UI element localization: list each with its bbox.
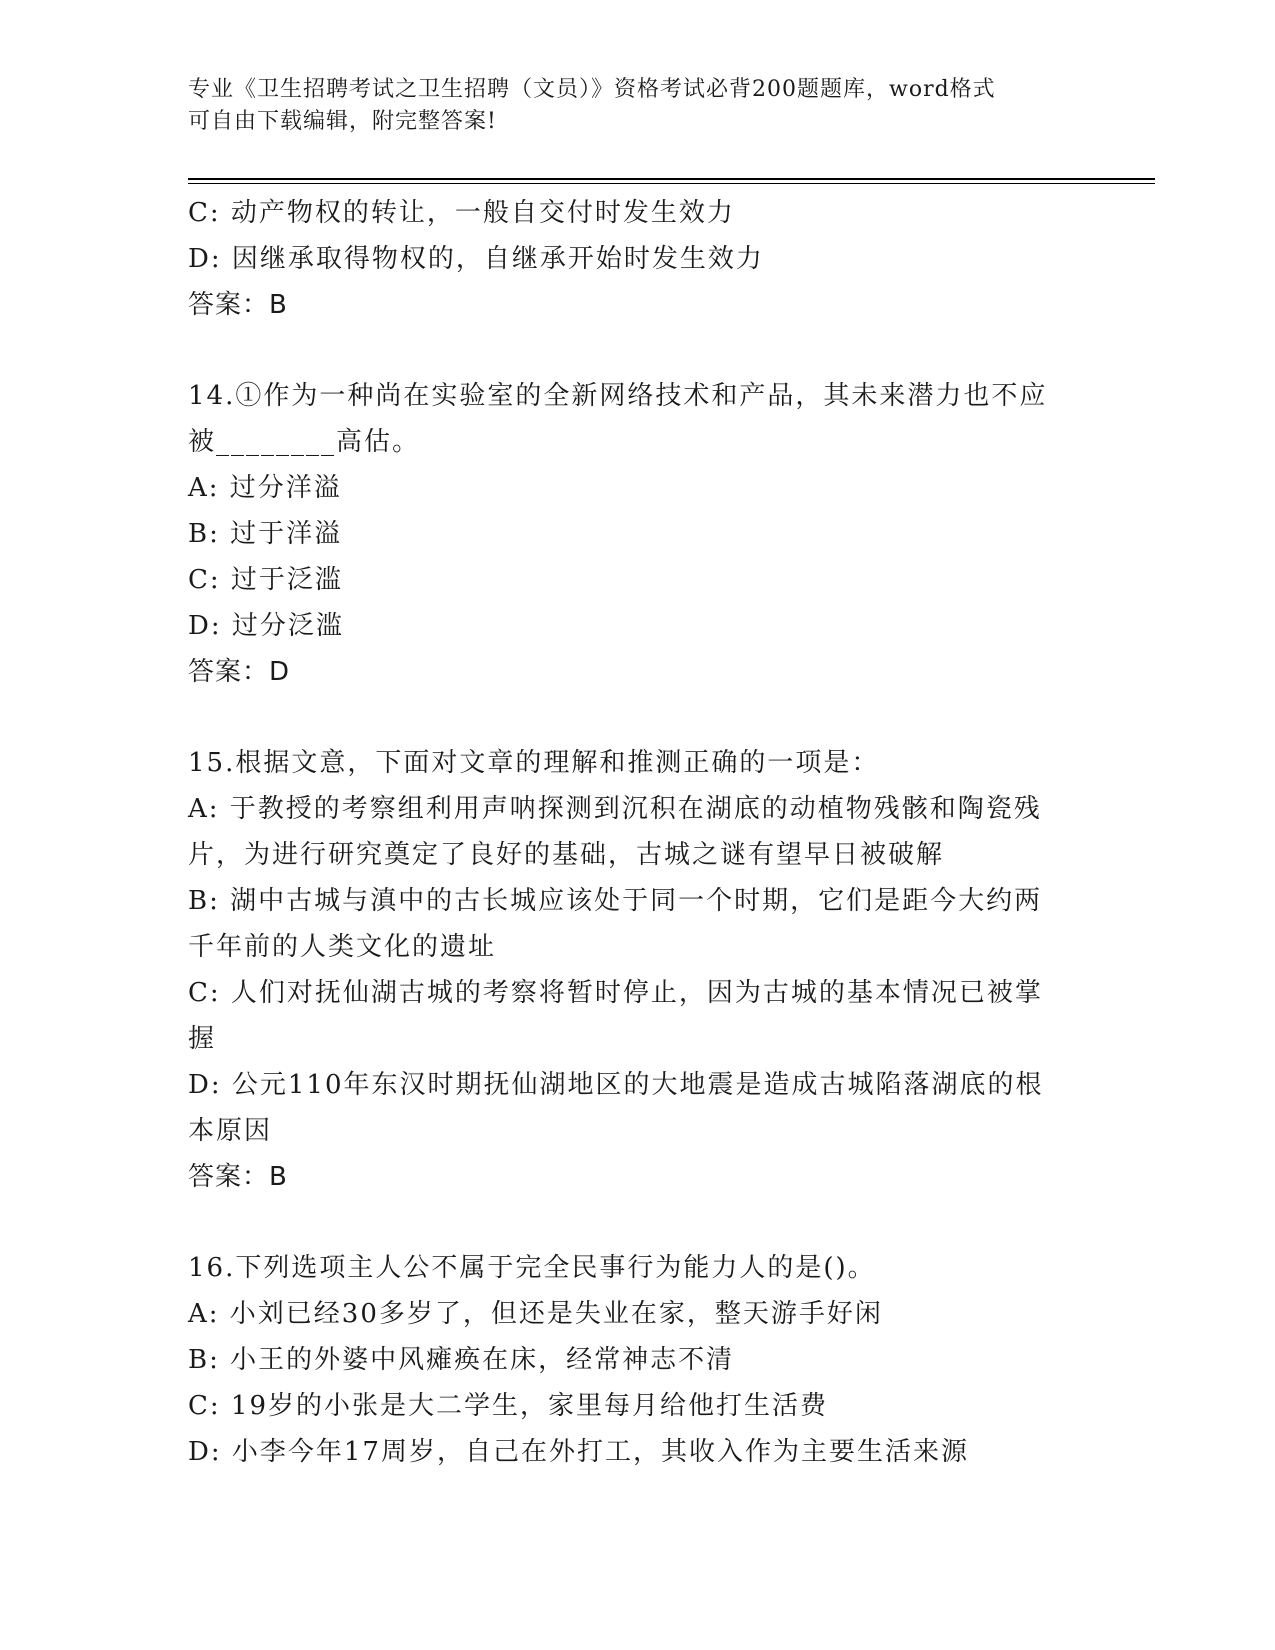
option-d: D: 因继承取得物权的，自继承开始时发生效力 <box>188 244 764 274</box>
question-stem: 16.下列选项主人公不属于完全民事行为能力人的是()。 <box>188 1253 876 1283</box>
option-a: A: 于教授的考察组利用声呐探测到沉积在湖底的动植物残骸和陶瓷残 <box>188 794 1042 824</box>
option-c-cont: 握 <box>188 1024 217 1054</box>
answer: 答案：D <box>188 657 291 687</box>
question-stem: 14.①作为一种尚在实验室的全新网络技术和产品，其未来潜力也不应 <box>188 381 1048 411</box>
header-title-line-2: 可自由下载编辑，附完整答案! <box>188 109 497 134</box>
option-b: B: 湖中古城与滇中的古长城应该处于同一个时期，它们是距今大约两 <box>188 886 1043 916</box>
option-b: B: 小王的外婆中风瘫痪在床，经常神志不清 <box>188 1345 735 1375</box>
question-15 <box>188 740 1088 1200</box>
option-b-cont: 千年前的人类文化的遗址 <box>188 932 497 962</box>
answer: 答案：B <box>188 1162 288 1192</box>
question-16 <box>188 1245 1088 1475</box>
option-d: D: 过分泛滥 <box>188 611 344 641</box>
answer: 答案：B <box>188 290 288 320</box>
option-a: A: 小刘已经30多岁了，但还是失业在家，整天游手好闲 <box>188 1299 883 1329</box>
option-d: D: 公元110年东汉时期抚仙湖地区的大地震是造成古城陷落湖底的根 <box>188 1070 1044 1100</box>
question-stem: 15.根据文意，下面对文章的理解和推测正确的一项是： <box>188 748 880 778</box>
option-c: C: 动产物权的转让，一般自交付时发生效力 <box>188 198 735 228</box>
spacer <box>188 695 1088 740</box>
header-rule-thick <box>188 178 1155 180</box>
header-rule-thin <box>188 183 1155 184</box>
option-c: C: 过于泛滥 <box>188 565 343 595</box>
page-header <box>188 74 1068 138</box>
option-c: C: 19岁的小张是大二学生，家里每月给他打生活费 <box>188 1391 829 1421</box>
option-b: B: 过于洋溢 <box>188 519 343 549</box>
question-14 <box>188 373 1088 695</box>
question-stem-cont: 被________高估。 <box>188 427 421 457</box>
spacer <box>188 1200 1088 1245</box>
option-d: D: 小李今年17周岁，自己在外打工，其收入作为主要生活来源 <box>188 1437 969 1467</box>
question-13 <box>188 190 1088 328</box>
option-a: A: 过分洋溢 <box>188 473 342 503</box>
option-a-cont: 片，为进行研究奠定了良好的基础，古城之谜有望早日被破解 <box>188 840 945 870</box>
header-title-line-1: 专业《卫生招聘考试之卫生招聘（文员）》资格考试必背200题题库，word格式 <box>188 77 996 102</box>
spacer <box>188 328 1088 373</box>
question-list <box>188 190 1088 1475</box>
option-c: C: 人们对抚仙湖古城的考察将暂时停止，因为古城的基本情况已被掌 <box>188 978 1043 1008</box>
option-d-cont: 本原因 <box>188 1116 273 1146</box>
